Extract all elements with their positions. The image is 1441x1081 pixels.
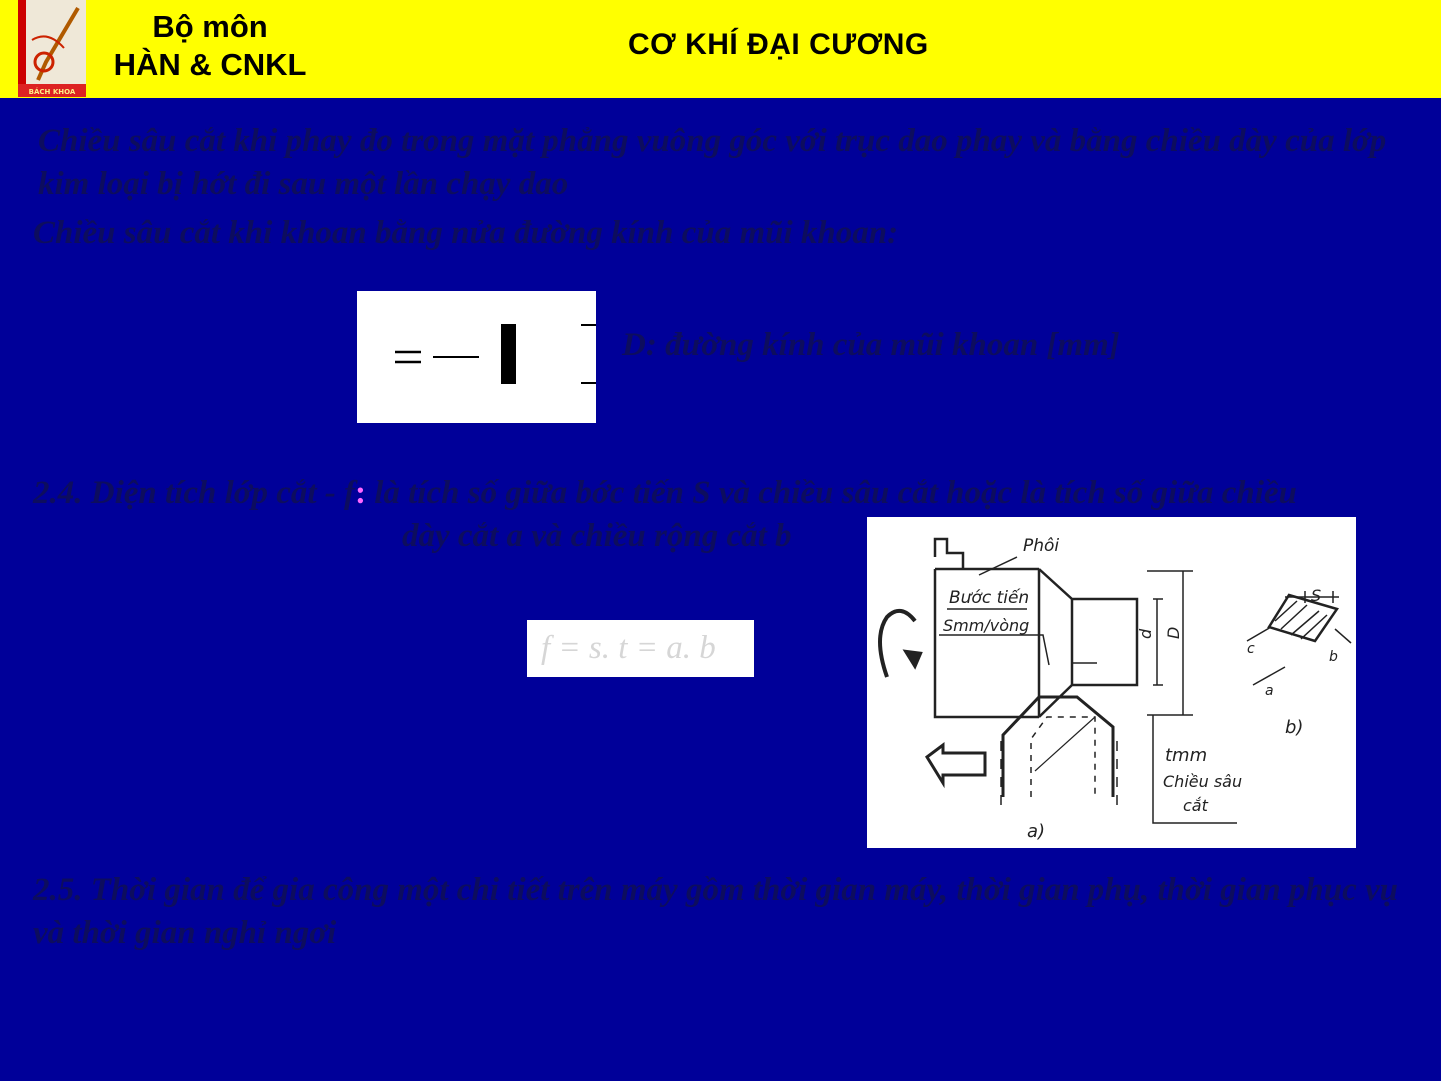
cut-area-formula-text: f = s. t = a. b (541, 630, 716, 666)
section-2-4-line1 (33, 472, 1433, 515)
fig-label-d-small: d (1136, 628, 1155, 639)
header-bar (0, 0, 1441, 98)
course-title: CƠ KHÍ ĐẠI CƯƠNG (628, 28, 929, 61)
cut-area-formula (527, 620, 754, 677)
drilling-depth-text: Chiều sâu cắt khi khoan bằng nửa đường kính của mũi khoan: (33, 215, 899, 251)
fig-label-chieu-sau: Chiều sâu (1163, 772, 1243, 791)
fig-label-S: S (1311, 586, 1322, 605)
cutting-diagram (867, 517, 1356, 848)
section-2-5-text: 2.5. Thời gian để gia công một chi tiết trên máy gồm thời gian máy, thời gian phụ, thời gian phục vụ và thời gian nghỉ ngơi (33, 872, 1399, 951)
fig-label-s-unit: Smm/vòng (943, 616, 1030, 635)
milling-depth-text: Chiều sâu cắt khi phay đo trong mặt phẳng vuông góc với trục dao phay và bằng chiều dày của lớp kim loại bị hớt đi sau một lần chạy dao (38, 123, 1387, 202)
drilling-depth-formula (357, 291, 596, 423)
section-2-4-title: 2.4. Diện tích lớp cắt - f (33, 475, 356, 511)
fig-label-cat: cắt (1183, 796, 1208, 815)
fig-label-a: a) (1027, 821, 1046, 842)
fig-label-phoi: Phôi (1023, 536, 1060, 556)
university-logo (18, 0, 86, 97)
section-2-4-colon: : (355, 475, 367, 511)
fig-label-d-big: D (1164, 626, 1183, 639)
section-2-4-line2: dày cắt a và chiều rộng cắt b (402, 518, 792, 554)
logo-caption: BÁCH KHOA (28, 88, 76, 96)
diameter-definition: D: đường kính của mũi khoan [mm] (622, 327, 1120, 363)
fig-label-b: b) (1285, 717, 1304, 738)
dept-line-2: HÀN & CNKL (113, 47, 307, 82)
fig-label-a-dim: a (1265, 683, 1274, 699)
fig-label-c-dim: c (1247, 641, 1255, 657)
fig-label-b-dim: b (1329, 649, 1338, 665)
dept-line-1: Bộ môn (152, 9, 268, 44)
fig-label-t-mm: tmm (1165, 745, 1208, 766)
department-name (100, 8, 320, 84)
section-2-4-desc: là tích số giữa bớc tiến S và chiều sâu cắt hoặc là tích số giữa chiều (366, 475, 1297, 511)
fig-label-buoc-tien: Bước tiến (949, 588, 1030, 608)
